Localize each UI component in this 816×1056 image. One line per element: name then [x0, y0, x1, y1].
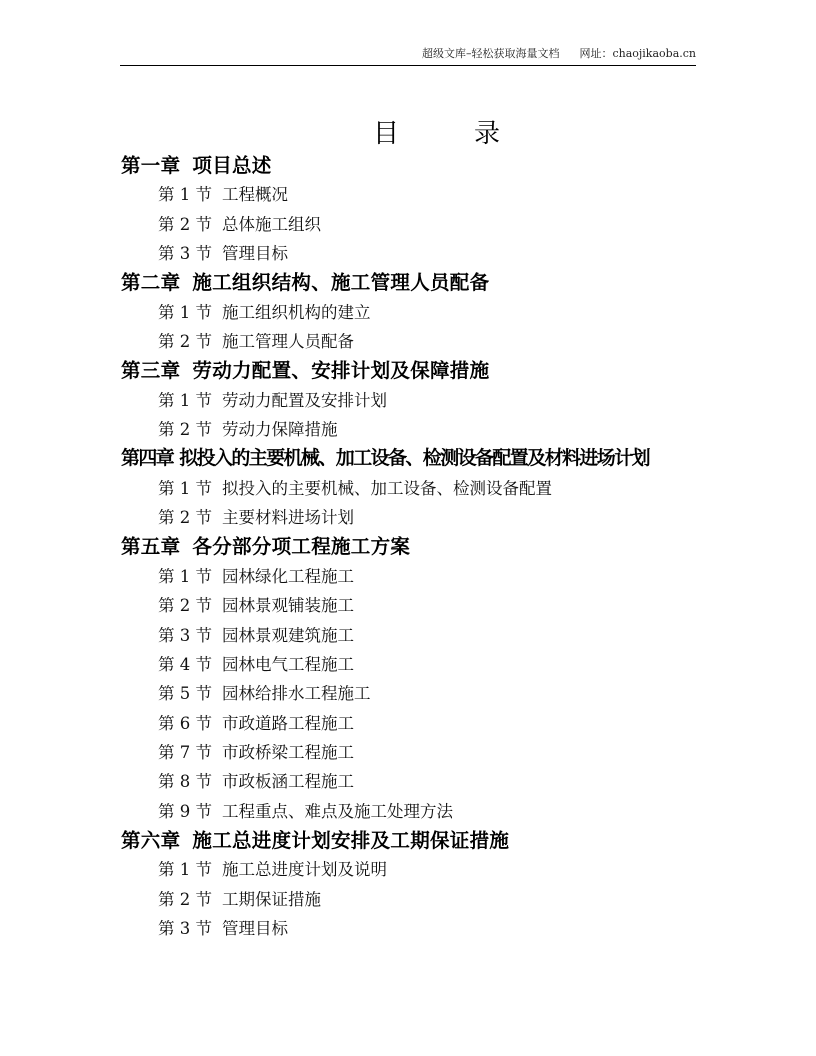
toc-chapter-5[interactable] — [0, 532, 816, 561]
section-label: 第 2 节 — [158, 214, 212, 234]
chapter-label: 第二章 — [121, 271, 181, 295]
section-label: 第 1 节 — [158, 302, 212, 322]
section-title: 园林给排水工程施工 — [222, 684, 371, 704]
section-label: 第 4 节 — [158, 654, 212, 674]
section-label: 第 1 节 — [158, 390, 212, 410]
section-title: 园林景观建筑施工 — [222, 625, 354, 645]
toc-section-6-1[interactable] — [0, 855, 816, 884]
toc-section-1-2[interactable] — [0, 210, 816, 239]
toc-section-5-3[interactable] — [0, 621, 816, 650]
section-label: 第 2 节 — [158, 508, 212, 528]
chapter-title: 项目总述 — [192, 154, 272, 177]
toc-chapter-4[interactable] — [0, 444, 816, 473]
chapter-label: 第六章 — [121, 828, 181, 852]
toc-chapter-3[interactable] — [0, 356, 816, 385]
section-title: 园林电气工程施工 — [222, 654, 354, 674]
section-title: 工期保证措施 — [222, 889, 321, 909]
table-of-contents — [0, 151, 816, 943]
section-title: 施工管理人员配备 — [222, 332, 354, 352]
section-label: 第 3 节 — [158, 918, 212, 938]
section-title: 管理目标 — [222, 244, 288, 264]
chapter-title: 各分部分项工程施工方案 — [192, 535, 411, 559]
chapter-title: 施工组织结构、施工管理人员配备 — [192, 271, 490, 295]
toc-section-5-6[interactable] — [0, 709, 816, 738]
section-label: 第 2 节 — [158, 889, 212, 909]
header-url: 网址：chaojikaoba.cn — [579, 47, 696, 60]
section-title: 市政桥梁工程施工 — [222, 742, 354, 762]
toc-section-5-5[interactable] — [0, 679, 816, 708]
chapter-label: 第一章 — [121, 154, 181, 177]
section-label: 第 2 节 — [158, 420, 212, 440]
section-label: 第 7 节 — [158, 742, 212, 762]
section-title: 劳动力保障措施 — [222, 420, 338, 440]
page-title — [0, 116, 816, 152]
chapter-label: 第三章 — [121, 359, 181, 383]
section-label: 第 3 节 — [158, 625, 212, 645]
toc-section-2-1[interactable] — [0, 298, 816, 327]
toc-section-6-2[interactable] — [0, 885, 816, 914]
header-site-name: 超级文库–轻松获取海量文档 — [421, 47, 560, 60]
toc-chapter-6[interactable] — [0, 826, 816, 855]
section-title: 工程概况 — [222, 185, 288, 205]
toc-section-2-2[interactable] — [0, 327, 816, 356]
section-title: 拟投入的主要机械、加工设备、检测设备配置 — [222, 478, 552, 498]
toc-section-5-7[interactable] — [0, 738, 816, 767]
toc-section-1-1[interactable] — [0, 180, 816, 209]
section-label: 第 2 节 — [158, 596, 212, 616]
toc-section-1-3[interactable] — [0, 239, 816, 268]
section-title: 市政板涵工程施工 — [222, 772, 354, 792]
section-title: 管理目标 — [222, 918, 288, 938]
section-label: 第 9 节 — [158, 801, 212, 821]
chapter-label: 第四章 — [121, 447, 174, 470]
section-title: 施工组织机构的建立 — [222, 302, 371, 322]
section-label: 第 1 节 — [158, 478, 212, 498]
section-title: 市政道路工程施工 — [222, 713, 354, 733]
toc-section-3-2[interactable] — [0, 415, 816, 444]
chapter-title: 拟投入的主要机械、加工设备、检测设备配置及材料进场计划 — [179, 447, 650, 470]
toc-chapter-1[interactable] — [0, 151, 816, 180]
section-title: 主要材料进场计划 — [222, 508, 354, 528]
toc-chapter-2[interactable] — [0, 268, 816, 297]
toc-section-5-2[interactable] — [0, 591, 816, 620]
toc-section-6-3[interactable] — [0, 914, 816, 943]
toc-section-5-4[interactable] — [0, 650, 816, 679]
section-label: 第 8 节 — [158, 772, 212, 792]
chapter-title: 施工总进度计划安排及工期保证措施 — [192, 828, 510, 852]
toc-section-4-1[interactable] — [0, 474, 816, 503]
toc-section-5-8[interactable] — [0, 767, 816, 796]
section-title: 工程重点、难点及施工处理方法 — [222, 801, 453, 821]
section-label: 第 5 节 — [158, 684, 212, 704]
section-title: 施工总进度计划及说明 — [222, 860, 387, 880]
section-label: 第 6 节 — [158, 713, 212, 733]
section-title: 园林景观铺装施工 — [222, 596, 354, 616]
section-label: 第 3 节 — [158, 244, 212, 264]
page-title-char-1: 目 — [373, 119, 400, 149]
section-title: 园林绿化工程施工 — [222, 566, 354, 586]
chapter-label: 第五章 — [121, 535, 181, 559]
toc-section-4-2[interactable] — [0, 503, 816, 532]
section-label: 第 1 节 — [158, 566, 212, 586]
section-title: 总体施工组织 — [222, 214, 321, 234]
chapter-title: 劳动力配置、安排计划及保障措施 — [192, 359, 490, 383]
page-title-char-2: 录 — [474, 119, 501, 149]
toc-section-5-9[interactable] — [0, 797, 816, 826]
toc-section-5-1[interactable] — [0, 562, 816, 591]
section-label: 第 1 节 — [158, 185, 212, 205]
section-title: 劳动力配置及安排计划 — [222, 390, 387, 410]
page-header — [120, 46, 696, 66]
section-label: 第 1 节 — [158, 860, 212, 880]
section-label: 第 2 节 — [158, 332, 212, 352]
toc-section-3-1[interactable] — [0, 386, 816, 415]
